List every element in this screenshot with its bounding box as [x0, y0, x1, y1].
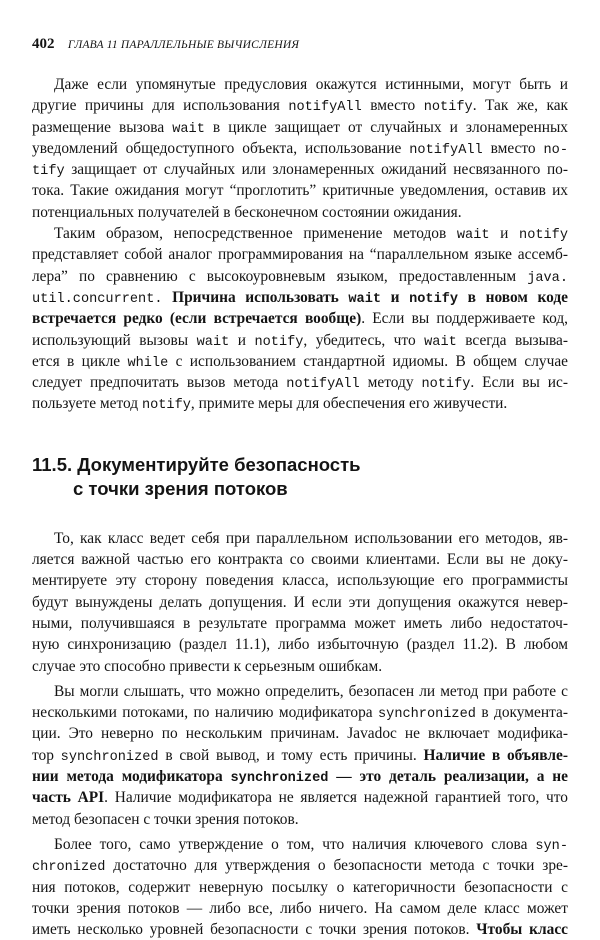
text-line — [32, 855, 568, 876]
code-wait: wait — [172, 121, 205, 137]
running-title: ГЛАВА 11 ПАРАЛЛЕЛЬНЫЕ ВЫЧИСЛЕНИЯ — [67, 39, 300, 51]
text: , примите меры для обеспечения его живучести. — [190, 395, 508, 413]
bold-text: в новом коде — [458, 288, 568, 306]
text-line — [32, 528, 568, 549]
text: будут вынуждены делать допущения. И если эти допущения окажутся невер- — [32, 593, 568, 611]
code-notify: notify — [423, 100, 473, 116]
text-line — [32, 308, 568, 329]
text-line — [32, 656, 568, 677]
text: в цикле защищает от случайных и злонамеренных — [204, 118, 568, 136]
code-notifyall: notifyAll — [286, 377, 360, 393]
text-line — [32, 202, 568, 223]
text-line — [32, 393, 568, 414]
code-synchronized: synchronized — [378, 707, 476, 723]
text-line — [32, 787, 568, 808]
text: случае это способно привести к серьезным ошибкам. — [32, 657, 383, 675]
text: ции. Это неверно по нескольким причинам. Javadoc не включает модифика- — [32, 725, 568, 743]
section-heading-line: с точки зрения потоков — [73, 477, 288, 499]
text-line — [32, 117, 568, 138]
text: ментируете эту сторону поведения класса, использующие его программисты — [32, 572, 568, 590]
bold-text: — это деталь реализации, а не — [328, 768, 568, 786]
code-wait: wait — [348, 291, 382, 307]
text: Вы могли слышать, что можно определить, безопасен ли метод при работе с — [54, 682, 568, 700]
text-line — [32, 634, 568, 655]
text: потенциальных получателей в бесконечном состоянии ожидания. — [32, 203, 462, 221]
text-line — [32, 613, 568, 634]
text-line — [32, 223, 568, 244]
text: тока. Такие ожидания могут “проглотить” критичные уведомления, оставив их — [32, 182, 568, 200]
paragraph-1 — [32, 74, 568, 223]
text-line — [32, 702, 568, 723]
section-heading-line: 11.5. Документируйте безопасность — [32, 453, 361, 475]
text-line — [32, 877, 568, 898]
text-line — [32, 919, 568, 940]
text: . Так же, как — [472, 97, 568, 115]
code-notify: tify — [32, 164, 65, 180]
page-body — [32, 74, 568, 940]
text: уведомлений общедоступного объекта, использование — [32, 139, 410, 157]
text: тор — [32, 746, 61, 764]
paragraph-3 — [32, 528, 568, 677]
text-line — [32, 372, 568, 393]
text-line — [32, 351, 568, 372]
text: защищает от случайных или злонамеренных ожиданий несвязанного по- — [64, 161, 568, 179]
text: вместо — [361, 97, 424, 115]
code-synchronized: chronized — [32, 860, 106, 876]
text: Даже если упомянутые предусловия окажутся истинными, могут быть и — [54, 76, 568, 93]
text: Таким образом, непосредственное применение методов — [54, 225, 457, 243]
text: и — [489, 225, 520, 243]
code-notify: notify — [409, 291, 459, 307]
code-notify: notify — [141, 398, 191, 414]
text-line — [32, 287, 568, 308]
bold-text: Наличие в объявле- — [423, 746, 568, 764]
text: ется в цикле — [32, 352, 128, 370]
code-synchronized: syn- — [535, 838, 568, 854]
spacer — [32, 501, 568, 528]
code-while: while — [127, 355, 169, 371]
text: методу — [359, 374, 422, 392]
code-notify: notify — [421, 377, 471, 393]
code-java: java. — [527, 270, 568, 286]
text-line — [32, 745, 568, 766]
code-notify: notify — [254, 334, 304, 350]
text-line — [32, 95, 568, 116]
text: ния потоков, содержит неверную посылку о категоричности безопасности с — [32, 878, 568, 896]
paragraph-5 — [32, 834, 568, 940]
text-line — [32, 592, 568, 613]
bold-text: Чтобы класс — [476, 921, 568, 939]
text: . Если вы поддерживаете код, — [361, 310, 568, 328]
text: в документа- — [475, 704, 568, 722]
text: несколькими потоками, по наличию модификатора — [32, 704, 379, 722]
text-line — [32, 723, 568, 744]
paragraph-2 — [32, 223, 568, 415]
code-synchronized: synchronized — [230, 771, 329, 787]
text-line — [32, 681, 568, 702]
bold-text: и — [381, 288, 410, 306]
code-util-concurrent: util.concurrent. — [32, 291, 163, 307]
code-notifyall: notifyAll — [288, 100, 362, 116]
running-header — [32, 34, 568, 54]
text-line — [32, 809, 568, 830]
text: . Наличие модификатора не является надежной гарантией того, что — [104, 789, 568, 807]
text-line — [32, 549, 568, 570]
text: вместо — [482, 139, 544, 157]
text: размещение вызова — [32, 118, 173, 136]
paragraph-4 — [32, 681, 568, 830]
code-synchronized: synchronized — [60, 749, 159, 765]
text: достаточно для утверждения о безопасности метода с точки зре- — [105, 857, 568, 875]
text: ляется важной частью его контракта со своими клиентами. Если вы не доку- — [32, 551, 568, 569]
code-wait: wait — [456, 228, 490, 244]
text: иметь несколько уровней безопасности с точки зрения потоков. — [32, 921, 477, 939]
code-notifyall: notifyAll — [409, 142, 483, 158]
text: То, как класс ведет себя при параллельном использовании его методов, яв- — [54, 529, 568, 547]
text: и — [229, 331, 255, 349]
spacer — [32, 415, 568, 453]
code-wait: wait — [424, 334, 457, 350]
text: , убедитесь, что — [303, 331, 425, 349]
text-line — [32, 74, 568, 95]
text: другие причины для использования — [32, 97, 289, 115]
text: использующий вызовы — [32, 331, 197, 349]
bold-text: нии метода модификатора — [32, 768, 231, 786]
text-line — [32, 570, 568, 591]
text: ную синхронизацию (раздел 11.1), либо избыточную (раздел 11.2). В любом — [32, 636, 568, 654]
text: в свой вывод, и тому есть причины. — [158, 746, 424, 764]
code-notify: notify — [519, 228, 568, 244]
bold-text: Причина использовать — [162, 288, 349, 306]
section-heading — [32, 453, 568, 501]
text-line — [32, 138, 568, 159]
bold-text: часть API — [32, 789, 105, 807]
text-line — [32, 834, 568, 855]
text: ными, получившаяся в результате программа может иметь либо недостаточ- — [32, 614, 568, 632]
text-line — [32, 898, 568, 919]
bold-text: встречается редко (если встречается вообще) — [32, 310, 362, 328]
text: лера” по сравнению с высокоуровневым языком, предоставленным — [32, 267, 528, 285]
text-line — [32, 180, 568, 201]
text-line — [32, 244, 568, 265]
text: с использованием стандартной идиомы. В общем случае — [168, 352, 568, 370]
text-line — [32, 266, 568, 287]
text: точки зрения потоков — либо все, либо ничего. На самом деле класс может — [32, 899, 568, 917]
page-number: 402 — [32, 36, 55, 52]
text: метод безопасен с точки зрения потоков. — [32, 810, 299, 828]
code-wait: wait — [196, 334, 230, 350]
text: представляет собой аналог программирования на “параллельном языке ассемб- — [32, 246, 568, 264]
text-line — [32, 766, 568, 787]
text: . Если вы ис- — [470, 374, 568, 392]
text: пользуете метод — [32, 395, 142, 413]
text-line — [32, 330, 568, 351]
text: всегда вызыва- — [456, 331, 568, 349]
text-line — [32, 159, 568, 180]
text: Более того, само утверждение о том, что наличия ключевого слова — [54, 835, 536, 853]
code-notify: no- — [543, 142, 568, 158]
text: следует предпочитать вызов метода — [32, 374, 287, 392]
